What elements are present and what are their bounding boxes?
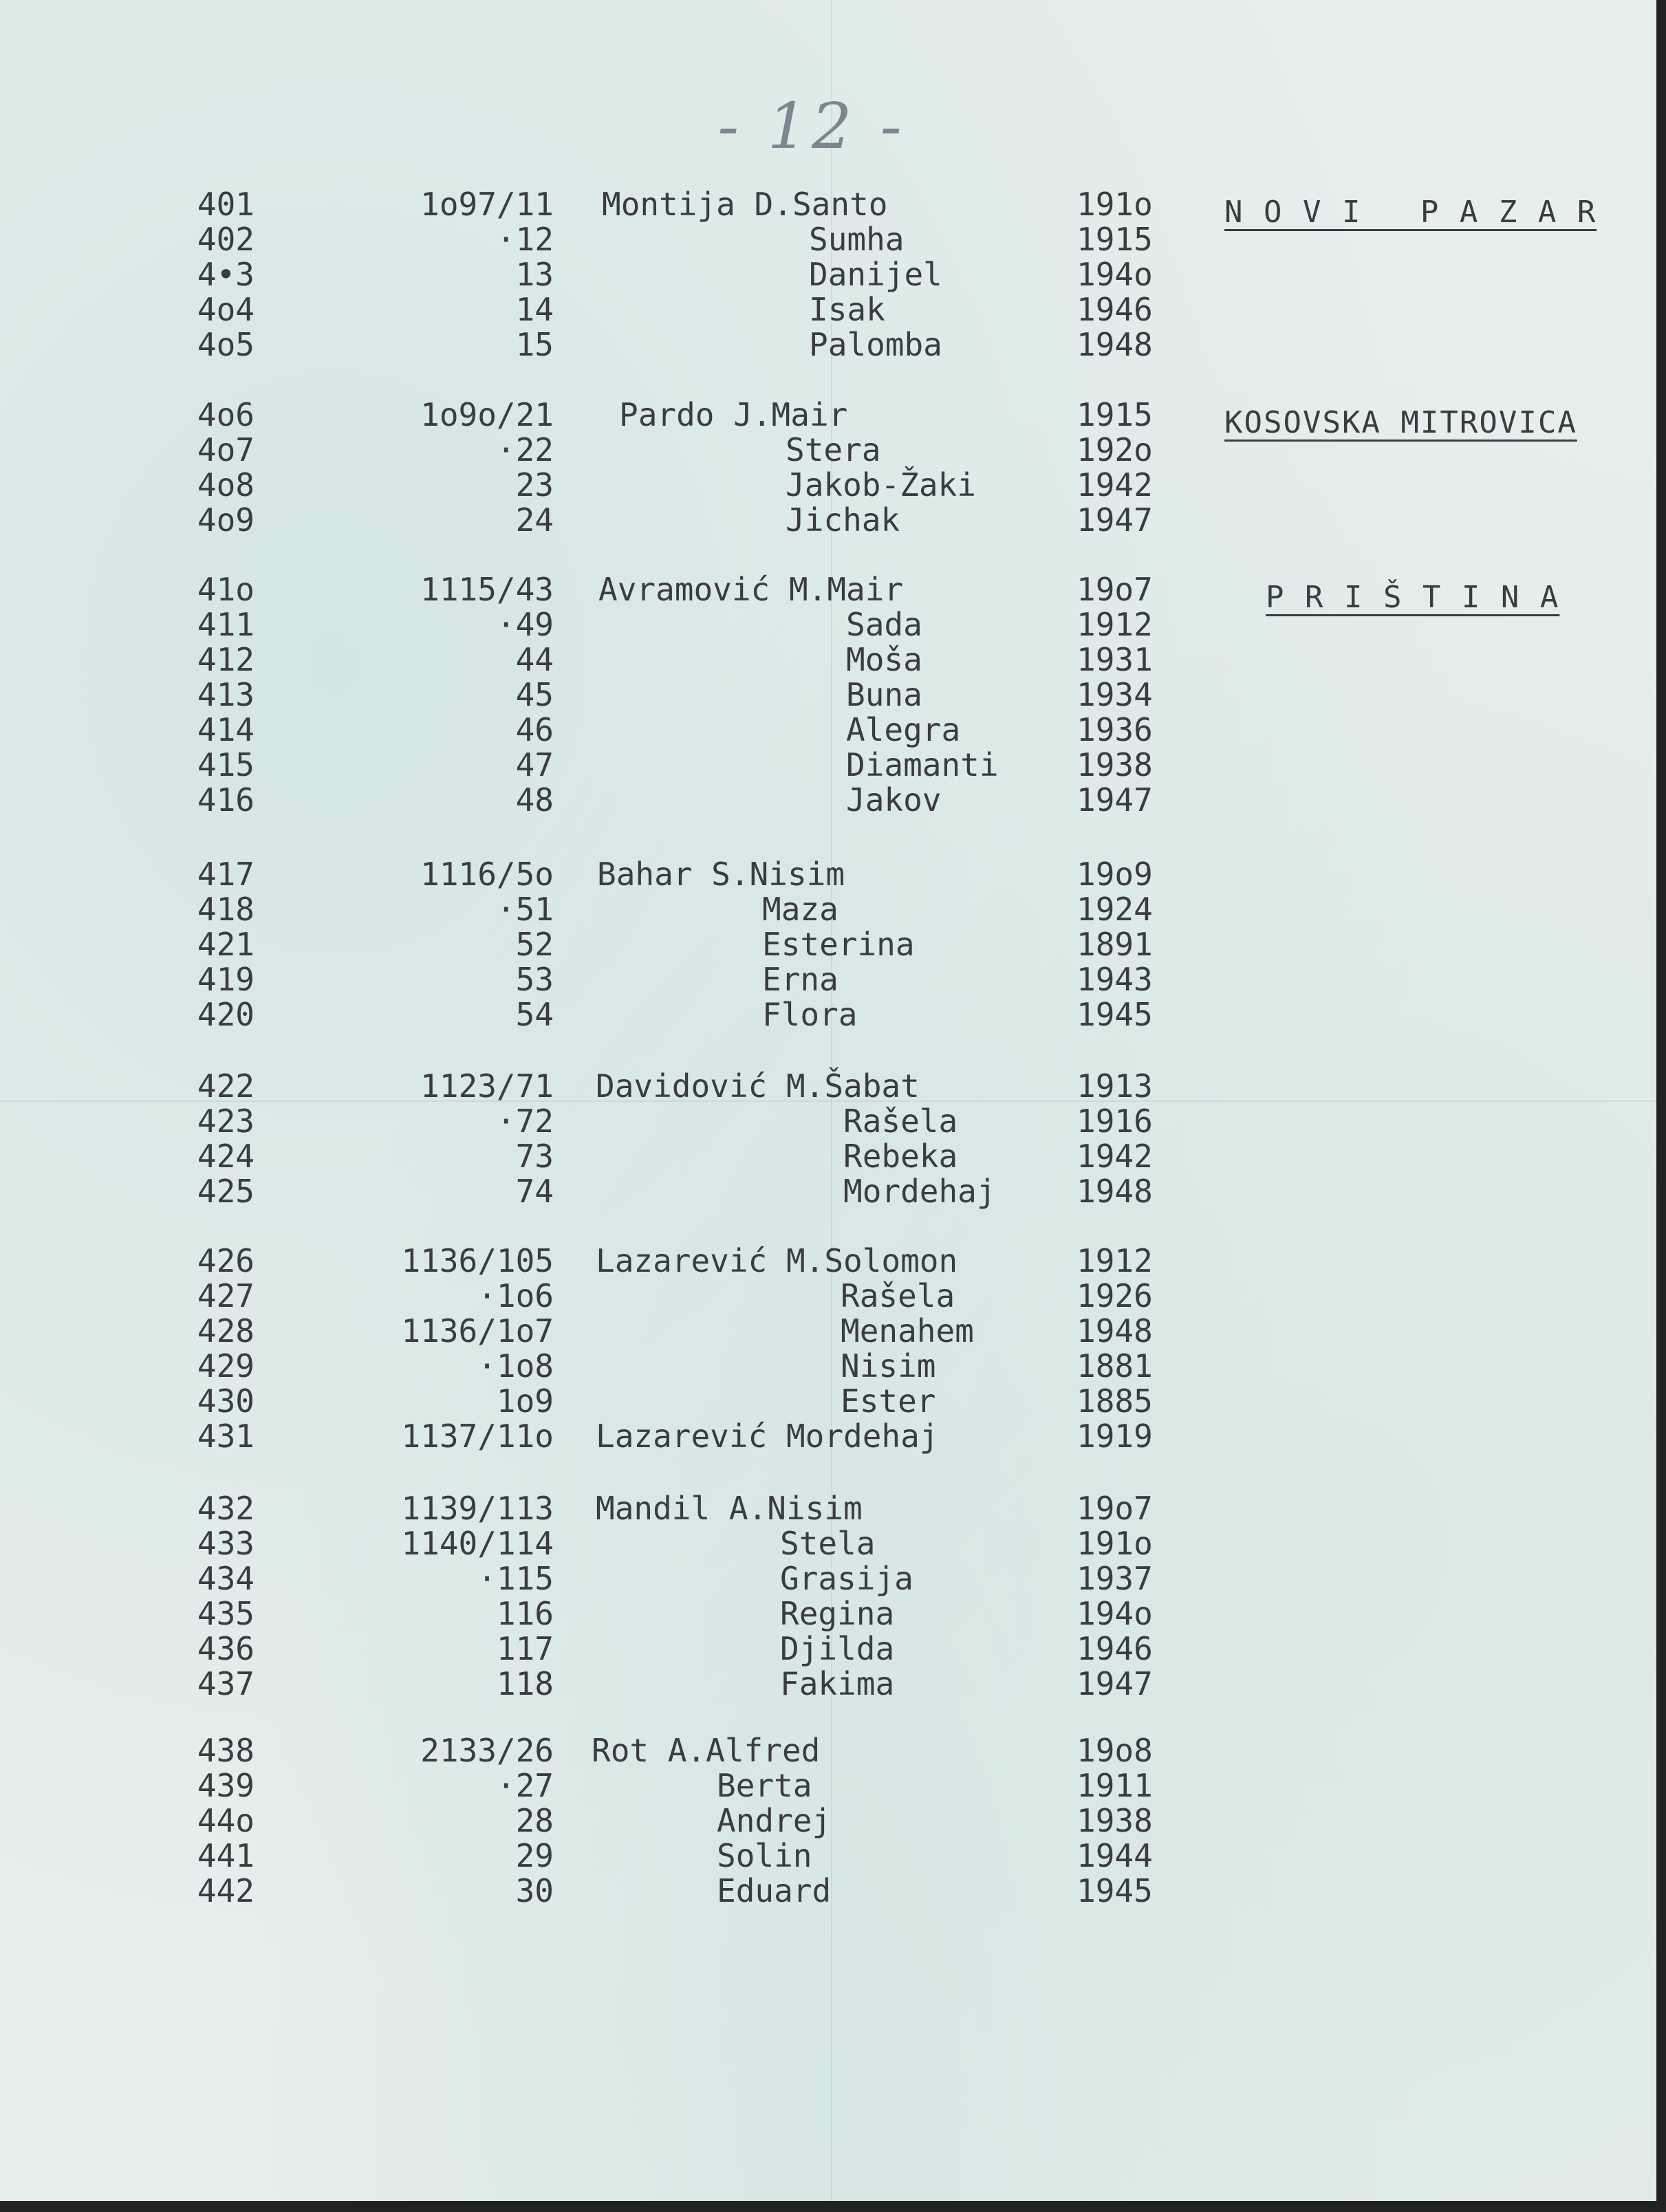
family-head-name: Lazarević Mordehaj [596,1418,939,1455]
entry-number: 416 [197,781,255,818]
entry-reference: 1136/105 [401,1242,554,1279]
entry-reference: 48 [515,781,554,818]
entry-number: 437 [197,1665,255,1702]
family-member-name: Erna [762,961,839,998]
entry-number: 426 [197,1242,255,1279]
place-heading: KOSOVSKA MITROVICA [1224,405,1577,440]
entry-reference: 46 [515,711,554,748]
birth-year: 191o [1077,1525,1153,1562]
entry-reference: 47 [515,746,554,783]
entry-reference: 15 [515,326,554,363]
entry-reference: 1o9o/21 [420,396,554,433]
birth-year: 1943 [1077,961,1153,998]
entry-number: 41o [197,571,255,608]
page-number: - 12 - [717,89,906,163]
birth-year: 1947 [1077,781,1153,818]
entry-number: 420 [197,996,255,1033]
family-member-name: Eduard [717,1872,832,1909]
birth-year: 1915 [1077,396,1153,433]
entry-reference: 54 [515,996,554,1033]
entry-reference: 44 [515,641,554,678]
family-head-name: Montija D.Santo [602,186,888,223]
entry-number: 433 [197,1525,255,1562]
entry-reference: 52 [515,926,554,963]
birth-year: 1919 [1077,1418,1153,1455]
entry-number: 419 [197,961,255,998]
entry-reference: 29 [515,1837,554,1874]
entry-reference: 1137/11o [401,1418,554,1455]
entry-number: 4o8 [197,466,255,503]
entry-number: 431 [197,1418,255,1455]
birth-year: 19o7 [1077,571,1153,608]
family-member-name: Stela [780,1525,876,1562]
family-member-name: Buna [846,676,922,713]
family-member-name: Nisim [841,1347,936,1385]
entry-number: 428 [197,1312,255,1349]
place-heading: N O V I P A Z A R [1224,195,1597,230]
entry-number: 418 [197,891,255,928]
birth-year: 1938 [1077,746,1153,783]
entry-number: 4•3 [197,256,255,293]
entry-reference: 74 [515,1173,554,1210]
entry-number: 438 [197,1732,255,1769]
entry-reference: 1140/114 [401,1525,554,1562]
birth-year: 19o7 [1077,1490,1153,1527]
entry-reference: 30 [515,1872,554,1909]
family-member-name: Rebeka [843,1138,958,1175]
family-member-name: Solin [717,1837,812,1874]
birth-year: 1915 [1077,221,1153,258]
birth-year: 191o [1077,186,1153,223]
family-member-name: Sumha [809,221,905,258]
entry-reference: ·51 [496,891,554,928]
birth-year: 1912 [1077,1242,1153,1279]
entry-number: 4o5 [197,326,255,363]
family-head-name: Lazarević M.Solomon [596,1242,958,1279]
entry-number: 4o6 [197,396,255,433]
family-member-name: Grasija [780,1560,913,1597]
birth-year: 1946 [1077,1630,1153,1667]
birth-year: 1885 [1077,1382,1153,1420]
birth-year: 1942 [1077,1138,1153,1175]
family-member-name: Stera [786,431,881,468]
birth-year: 1945 [1077,1872,1153,1909]
entry-number: 422 [197,1067,255,1105]
family-member-name: Rašela [843,1103,958,1140]
family-head-name: Mandil A.Nisim [596,1490,863,1527]
family-member-name: Menahem [841,1312,974,1349]
entry-reference: 1136/1o7 [401,1312,554,1349]
family-head-name: Pardo J.Mair [619,396,848,433]
family-member-name: Regina [780,1595,895,1632]
birth-year: 1947 [1077,1665,1153,1702]
family-member-name: Ester [841,1382,936,1420]
family-member-name: Rašela [841,1277,955,1314]
family-member-name: Esterina [762,926,915,963]
birth-year: 19o8 [1077,1732,1153,1769]
entry-number: 413 [197,676,255,713]
entry-reference: 1116/5o [420,856,554,893]
family-head-name: Rot A.Alfred [592,1732,821,1769]
entry-number: 441 [197,1837,255,1874]
entry-reference: 45 [515,676,554,713]
birth-year: 19o9 [1077,856,1153,893]
family-head-name: Bahar S.Nisim [597,856,845,893]
entry-number: 434 [197,1560,255,1597]
family-member-name: Flora [762,996,858,1033]
family-head-name: Davidović M.Šabat [596,1067,920,1105]
birth-year: 1912 [1077,606,1153,643]
entry-number: 421 [197,926,255,963]
family-head-name: Avramović M.Mair [598,571,904,608]
entry-number: 412 [197,641,255,678]
entry-reference: 13 [515,256,554,293]
entry-reference: 28 [515,1802,554,1839]
family-member-name: Andrej [717,1802,832,1839]
entry-reference: 1139/113 [401,1490,554,1527]
entry-reference: 24 [515,501,554,539]
family-member-name: Jakov [846,781,942,818]
birth-year: 1881 [1077,1347,1153,1385]
entry-reference: 1115/43 [420,571,554,608]
entry-number: 4o7 [197,431,255,468]
entry-number: 432 [197,1490,255,1527]
entry-reference: ·12 [496,221,554,258]
birth-year: 1911 [1077,1767,1153,1804]
entry-number: 427 [197,1277,255,1314]
entry-number: 417 [197,856,255,893]
entry-number: 423 [197,1103,255,1140]
entry-number: 415 [197,746,255,783]
birth-year: 1916 [1077,1103,1153,1140]
family-member-name: Jakob-Žaki [786,466,976,503]
entry-reference: 14 [515,291,554,328]
family-member-name: Palomba [809,326,942,363]
family-member-name: Isak [809,291,885,328]
entry-reference: 1o9 [496,1382,554,1420]
entry-reference: 1123/71 [420,1067,554,1105]
entry-number: 44o [197,1802,255,1839]
family-member-name: Sada [846,606,922,643]
entry-reference: ·115 [477,1560,554,1597]
birth-year: 1946 [1077,291,1153,328]
entry-number: 425 [197,1173,255,1210]
entry-reference: 23 [515,466,554,503]
entry-number: 424 [197,1138,255,1175]
birth-year: 1924 [1077,891,1153,928]
entry-reference: 117 [496,1630,554,1667]
family-member-name: Diamanti [846,746,999,783]
entry-reference: 116 [496,1595,554,1632]
entry-number: 401 [197,186,255,223]
birth-year: 1948 [1077,326,1153,363]
birth-year: 1947 [1077,501,1153,539]
family-member-name: Maza [762,891,839,928]
family-member-name: Moša [846,641,922,678]
entry-reference: 1o97/11 [420,186,554,223]
birth-year: 1936 [1077,711,1153,748]
birth-year: 1926 [1077,1277,1153,1314]
entry-number: 4o9 [197,501,255,539]
family-member-name: Fakima [780,1665,895,1702]
birth-year: 1934 [1077,676,1153,713]
entry-number: 429 [197,1347,255,1385]
birth-year: 1937 [1077,1560,1153,1597]
entry-number: 402 [197,221,255,258]
entry-number: 430 [197,1382,255,1420]
entry-reference: 73 [515,1138,554,1175]
entry-reference: ·22 [496,431,554,468]
birth-year: 194o [1077,256,1153,293]
family-member-name: Jichak [786,501,900,539]
entry-reference: ·1o8 [477,1347,554,1385]
entry-number: 414 [197,711,255,748]
family-member-name: Djilda [780,1630,895,1667]
family-member-name: Mordehaj [843,1173,996,1210]
entry-reference: 53 [515,961,554,998]
family-member-name: Alegra [846,711,961,748]
entry-number: 4o4 [197,291,255,328]
birth-year: 1913 [1077,1067,1153,1105]
entry-reference: 118 [496,1665,554,1702]
family-member-name: Danijel [809,256,942,293]
birth-year: 1891 [1077,926,1153,963]
place-heading: P R I Š T I N A [1266,580,1560,615]
birth-year: 194o [1077,1595,1153,1632]
entry-reference: ·27 [496,1767,554,1804]
entry-number: 435 [197,1595,255,1632]
birth-year: 1948 [1077,1173,1153,1210]
entry-number: 411 [197,606,255,643]
entry-number: 442 [197,1872,255,1909]
entry-number: 436 [197,1630,255,1667]
family-member-name: Berta [717,1767,812,1804]
birth-year: 1944 [1077,1837,1153,1874]
entry-number: 439 [197,1767,255,1804]
birth-year: 1931 [1077,641,1153,678]
entry-reference: 2133/26 [420,1732,554,1769]
birth-year: 1942 [1077,466,1153,503]
entry-reference: ·49 [496,606,554,643]
birth-year: 1938 [1077,1802,1153,1839]
birth-year: 1948 [1077,1312,1153,1349]
entry-reference: ·72 [496,1103,554,1140]
entry-reference: ·1o6 [477,1277,554,1314]
birth-year: 192o [1077,431,1153,468]
birth-year: 1945 [1077,996,1153,1033]
